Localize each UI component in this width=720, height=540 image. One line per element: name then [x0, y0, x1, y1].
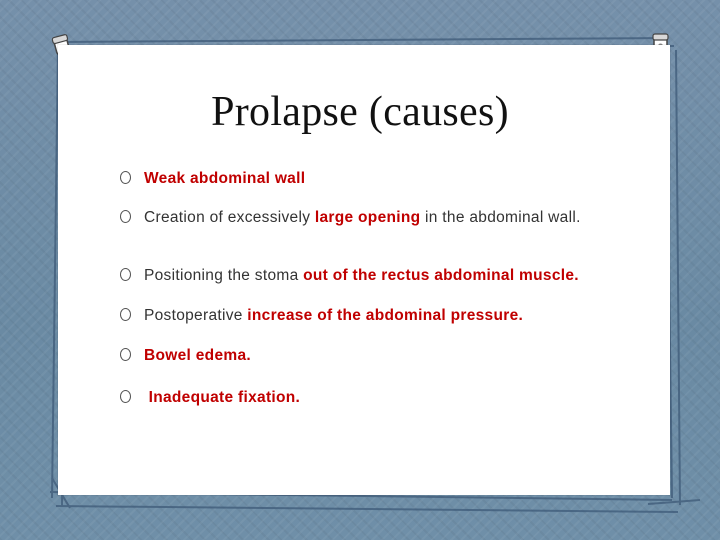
- bullet-text: Creation of excessively: [144, 209, 315, 226]
- bullet-text: Weak abdominal wall: [144, 170, 306, 187]
- bullet-item: [120, 209, 581, 227]
- bullet-item: [120, 389, 300, 407]
- bullet-circle-icon: [120, 308, 131, 321]
- bullet-emphasis: out of the rectus abdominal muscle.: [303, 267, 579, 284]
- bullet-emphasis: large opening: [314, 209, 421, 226]
- bullet-item: [120, 307, 523, 325]
- bullet-circle-icon: [120, 171, 131, 184]
- bullet-text: in the abdominal wall.: [420, 209, 581, 226]
- bullet-circle-icon: [120, 210, 131, 223]
- bullet-item: [120, 170, 305, 188]
- bullet-emphasis: increase of the abdominal pressure.: [247, 307, 524, 324]
- bullet-text: Positioning the stoma: [144, 267, 304, 284]
- bullet-text: Inadequate fixation.: [144, 389, 301, 406]
- bullet-item: [120, 347, 251, 365]
- bullet-circle-icon: [120, 390, 131, 403]
- bullet-text: Postoperative: [144, 307, 248, 324]
- bullet-circle-icon: [120, 348, 131, 361]
- slide-title: Prolapse (causes): [211, 89, 509, 135]
- bullet-item: [120, 267, 579, 285]
- bullet-circle-icon: [120, 268, 131, 281]
- bullet-text: Bowel edema.: [144, 347, 251, 364]
